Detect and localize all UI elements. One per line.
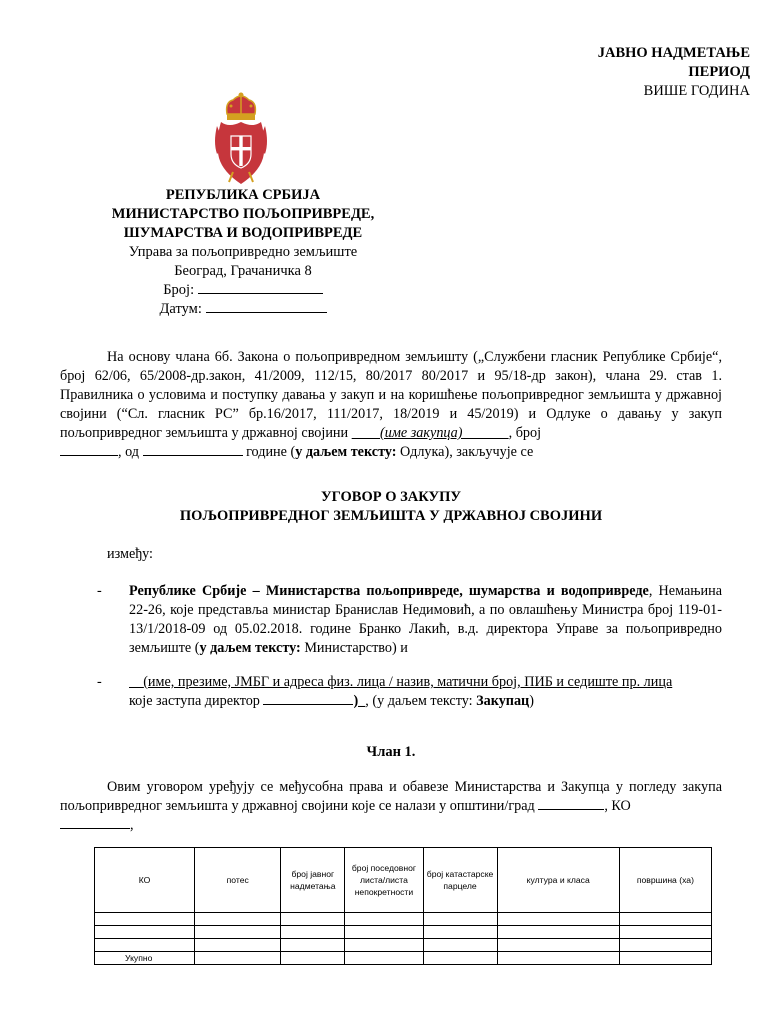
article-1-text-2: , КО <box>604 798 631 814</box>
between-label: између: <box>107 546 153 562</box>
address: Београд, Грачаничка 8 <box>174 263 312 279</box>
directorate-name: Управа за пољопривредно земљиште <box>128 244 358 260</box>
intro-text-3: , од <box>118 444 143 460</box>
contract-title-line-2: ПОЉОПРИВРЕДНОГ ЗЕМЉИШТА У ДРЖАВНОЈ СВОЈИНИ <box>179 508 603 524</box>
col-header-property-sheet: број поседовног листа/листа непокретности <box>345 848 423 913</box>
intro-paragraph <box>60 348 722 462</box>
lessee-placeholder: (име закупца) <box>380 425 463 441</box>
party-ministry-dash: - <box>97 583 102 599</box>
issuer-header <box>60 186 426 319</box>
table-row <box>95 939 712 952</box>
article-1-text <box>60 778 722 835</box>
date-blank <box>206 300 327 313</box>
ministry-name-2: ШУМАРСТВА И ВОДОПРИВРЕДЕ <box>123 225 363 241</box>
number-blank <box>198 281 323 294</box>
contract-title <box>60 488 722 526</box>
ministry-name-1: МИНИСТАРСТВО ПОЉОПРИВРЕДЕ, <box>111 206 375 222</box>
republic-name: РЕПУБЛИКА СРБИЈА <box>165 187 321 203</box>
party-lessee: - (име, презиме, ЈМБГ и адреса физ. лица / назив, матични број, ПИБ и седиште пр. лица које заступа директор )_, (у даљем тексту: Закупац) <box>97 674 673 709</box>
col-header-area-name: потес <box>195 848 281 913</box>
party-ministry-bold: у даљем тексту: <box>199 640 301 656</box>
party-ministry-text-2: Министарство) и <box>300 640 408 656</box>
intro-text-1: На основу члана 6б. Закона о пољопривредном земљишту („Службени гласник Републике Србије“, број 62/06, 65/2008-др.закон, 41/2009, 112/15, 80/2017 80/2017 и 95/18-др закон), члана 29. став 1. Правилника о условима и поступку давања у закуп и на коришћење пољопривредног земљишта у државној својини (“Сл. гласник РС” бр.16/2017, 111/2017, 18/2019 и 45/2019) и Одлуке о давању у закуп пољопривредног земљишта у државној својини <box>60 349 722 441</box>
procedure-type: ЈАВНО НАДМЕТАЊЕ <box>597 45 750 61</box>
intro-text-5: Одлука), закључује се <box>396 444 534 460</box>
party-lessee-details: (име, презиме, ЈМБГ и адреса физ. лица / назив, матични број, ПИБ и седиште пр. лица <box>143 674 673 690</box>
document-type-block <box>598 44 750 101</box>
article-1-title: Члан 1. <box>366 744 416 760</box>
col-header-parcel-number: број катастарске парцеле <box>423 848 497 913</box>
period-value: ВИШЕ ГОДИНА <box>643 83 750 99</box>
party-lessee-dash: - <box>97 674 102 690</box>
party-lessee-text-1: које заступа директор <box>129 693 264 709</box>
col-header-ko: КО <box>95 848 195 913</box>
land-parcels-table <box>94 847 712 965</box>
cadastral-municipality-blank <box>60 816 130 829</box>
table-row <box>95 913 712 926</box>
intro-bold: у даљем тексту: <box>295 444 397 460</box>
director-blank <box>263 692 353 705</box>
intro-text-2: , број <box>508 425 542 441</box>
party-lessee-details-blank <box>129 674 672 690</box>
col-header-area-ha: површина (ха) <box>619 848 711 913</box>
table-total-row <box>95 952 712 965</box>
number-label: Број: <box>163 282 195 298</box>
party-ministry-name: Републике Србије – Министарства пољопривреде, шумарства и водопривреде <box>129 583 649 599</box>
number-field <box>60 281 426 300</box>
date-label: Датум: <box>159 301 202 317</box>
date-field <box>60 300 426 319</box>
article-1-text-3: , <box>130 817 134 833</box>
decision-number-blank <box>60 443 118 456</box>
coat-of-arms-icon <box>213 92 269 186</box>
party-ministry-text: , Немањина 22-26, које представља министар Бранислав Недимовић, а по овлашћењу Министра број 119-01-13/1/2018-09 од 05.02.2018. године Бранко Лакић, в.д. директора Управе за пољопривредно земљиште ( <box>129 583 722 656</box>
crown-icon <box>227 93 256 121</box>
col-header-culture-class: култура и класа <box>497 848 619 913</box>
intro-text-4: године ( <box>242 444 296 460</box>
table-row <box>95 926 712 939</box>
period-label: ПЕРИОД <box>688 64 750 80</box>
total-label: Укупно <box>95 952 195 965</box>
party-lessee-text-2: , (у даљем тексту: <box>365 693 477 709</box>
col-header-auction-number: број јавног надметања <box>281 848 345 913</box>
decision-date-blank <box>143 443 243 456</box>
party-ministry <box>97 582 722 658</box>
table-header-row <box>95 848 712 913</box>
article-1-text-1: Овим уговором уређују се међусобна права и обавезе Министарства и Закупца у погледу закупа пољопривредног земљишта у државној својини које се налази у општини/град <box>60 779 722 814</box>
municipality-blank <box>538 797 604 810</box>
party-lessee-text-3: ) <box>529 693 534 709</box>
lessee-placeholder-blank <box>352 425 509 441</box>
contract-title-line-1: УГОВОР О ЗАКУПУ <box>320 489 462 505</box>
lessee-label: Закупац <box>476 693 530 709</box>
